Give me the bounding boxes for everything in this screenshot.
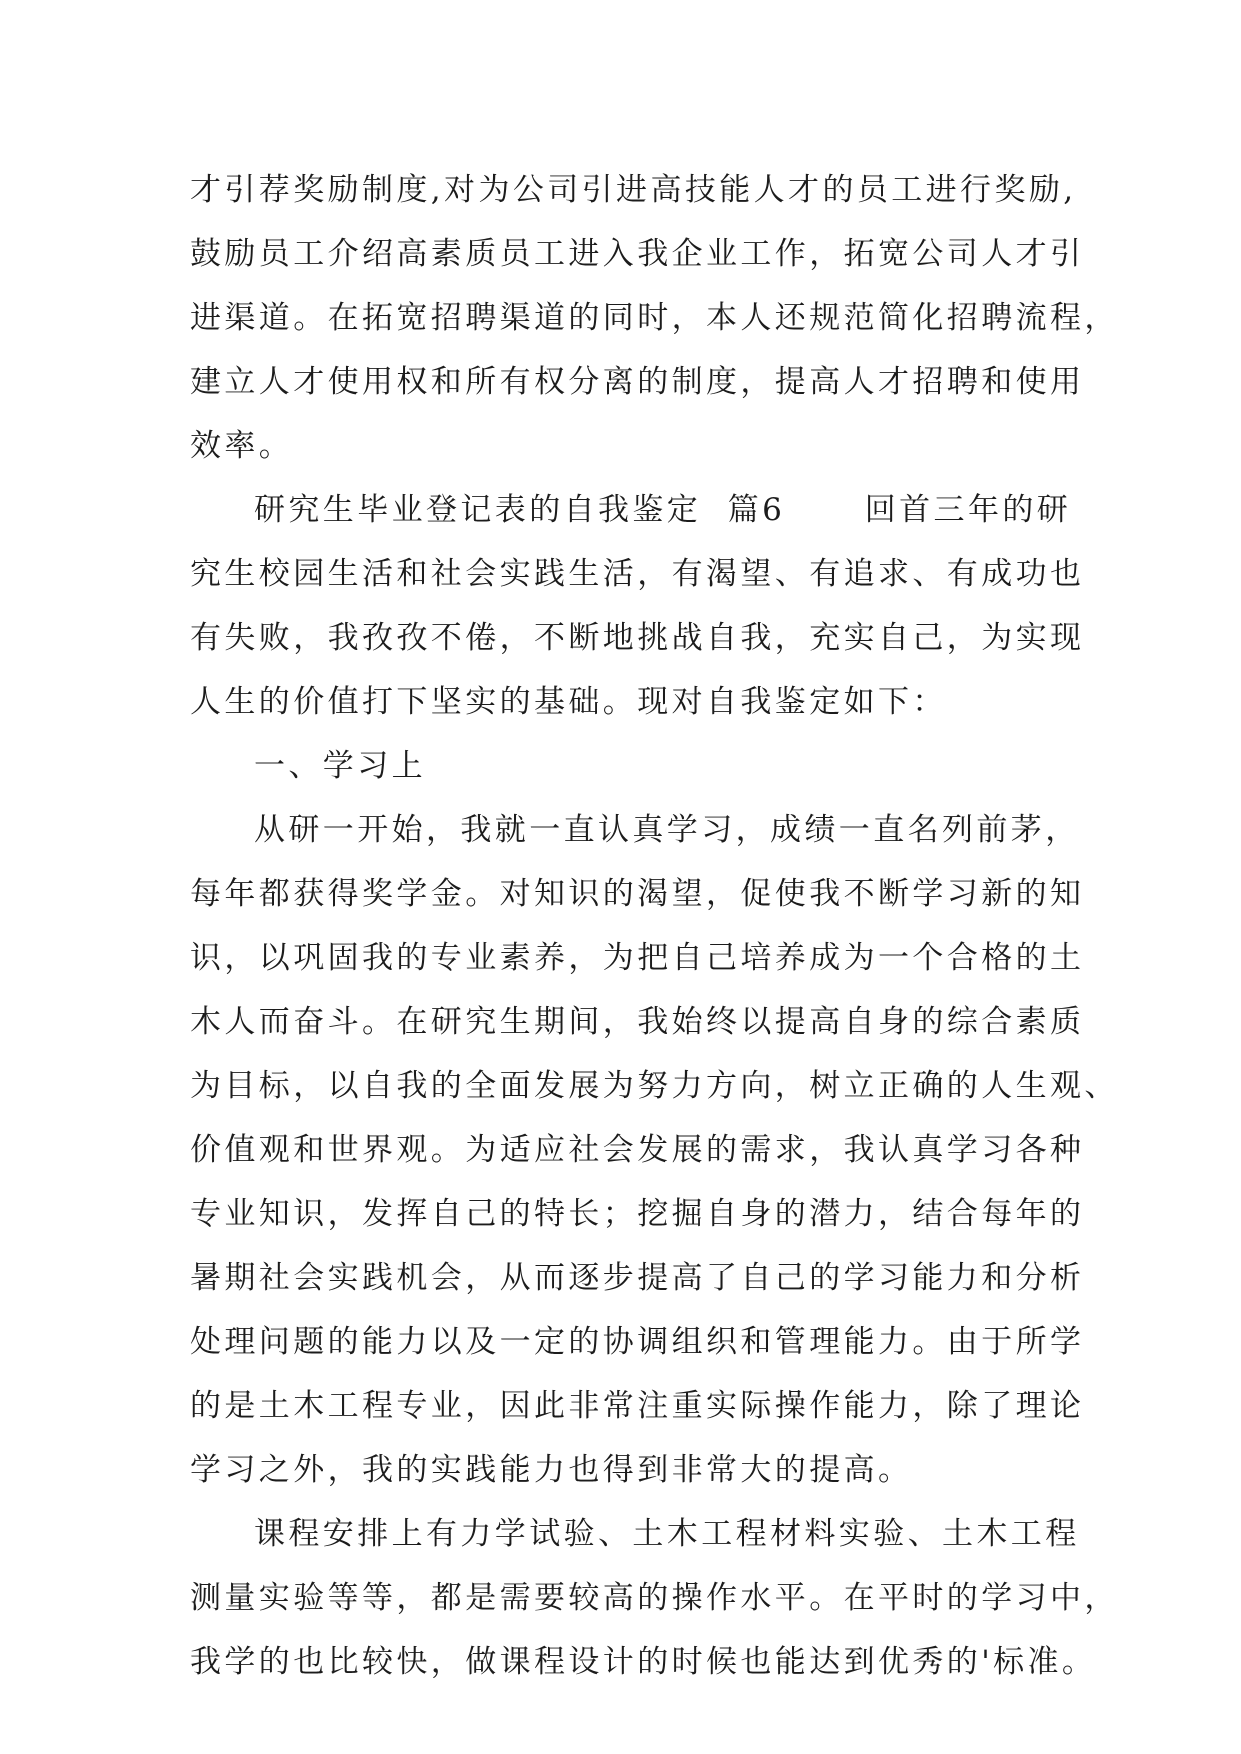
text-line: 为目标，以自我的全面发展为努力方向，树立正确的人生观、 <box>190 1068 1119 1104</box>
text-line: 学习之外，我的实践能力也得到非常大的提高。 <box>190 1452 913 1488</box>
text-line: 建立人才使用权和所有权分离的制度，提高人才招聘和使用 <box>190 364 1085 400</box>
text-line: 专业知识，发挥自己的特长；挖掘自身的潜力，结合每年的 <box>190 1196 1085 1232</box>
text-line: 人生的价值打下坚实的基础。现对自我鉴定如下： <box>190 684 947 720</box>
text-line: 价值观和世界观。为适应社会发展的需求，我认真学习各种 <box>190 1132 1085 1168</box>
text-line: 进渠道。在拓宽招聘渠道的同时，本人还规范简化招聘流程， <box>190 300 1119 336</box>
text-line: 有失败，我孜孜不倦，不断地挑战自我，充实自己，为实现 <box>190 620 1085 656</box>
text-line: 究生校园生活和社会实践生活，有渴望、有追求、有成功也 <box>190 556 1085 592</box>
text-line: 测量实验等等，都是需要较高的操作水平。在平时的学习中， <box>190 1580 1119 1616</box>
text-line: 课程安排上有力学试验、土木工程材料实验、土木工程 <box>254 1516 1080 1552</box>
text-line: 的是土木工程专业，因此非常注重实际操作能力，除了理论 <box>190 1388 1085 1424</box>
text-line: 每年都获得奖学金。对知识的渴望，促使我不断学习新的知 <box>190 876 1085 912</box>
text-line: 我学的也比较快，做课程设计的时候也能达到优秀的'标准。 <box>190 1644 1097 1680</box>
text-line: 处理问题的能力以及一定的协调组织和管理能力。由于所学 <box>190 1324 1085 1360</box>
section-heading-line: 研究生毕业登记表的自我鉴定 篇6 回首三年的研 <box>254 492 1072 528</box>
text-line: 才引荐奖励制度,对为公司引进高技能人才的员工进行奖励, <box>190 172 1077 208</box>
text-line: 暑期社会实践机会，从而逐步提高了自己的学习能力和分析 <box>190 1260 1085 1296</box>
text-line: 鼓励员工介绍高素质员工进入我企业工作，拓宽公司人才引 <box>190 236 1085 272</box>
text-line: 木人而奋斗。在研究生期间，我始终以提高自身的综合素质 <box>190 1004 1085 1040</box>
body-text <box>190 158 1119 1694</box>
text-line: 效率。 <box>190 428 294 464</box>
text-line: 从研一开始，我就一直认真学习，成绩一直名列前茅， <box>254 812 1080 848</box>
subheading-study: 一、学习上 <box>254 748 426 784</box>
text-line: 识，以巩固我的专业素养，为把自己培养成为一个合格的土 <box>190 940 1085 976</box>
